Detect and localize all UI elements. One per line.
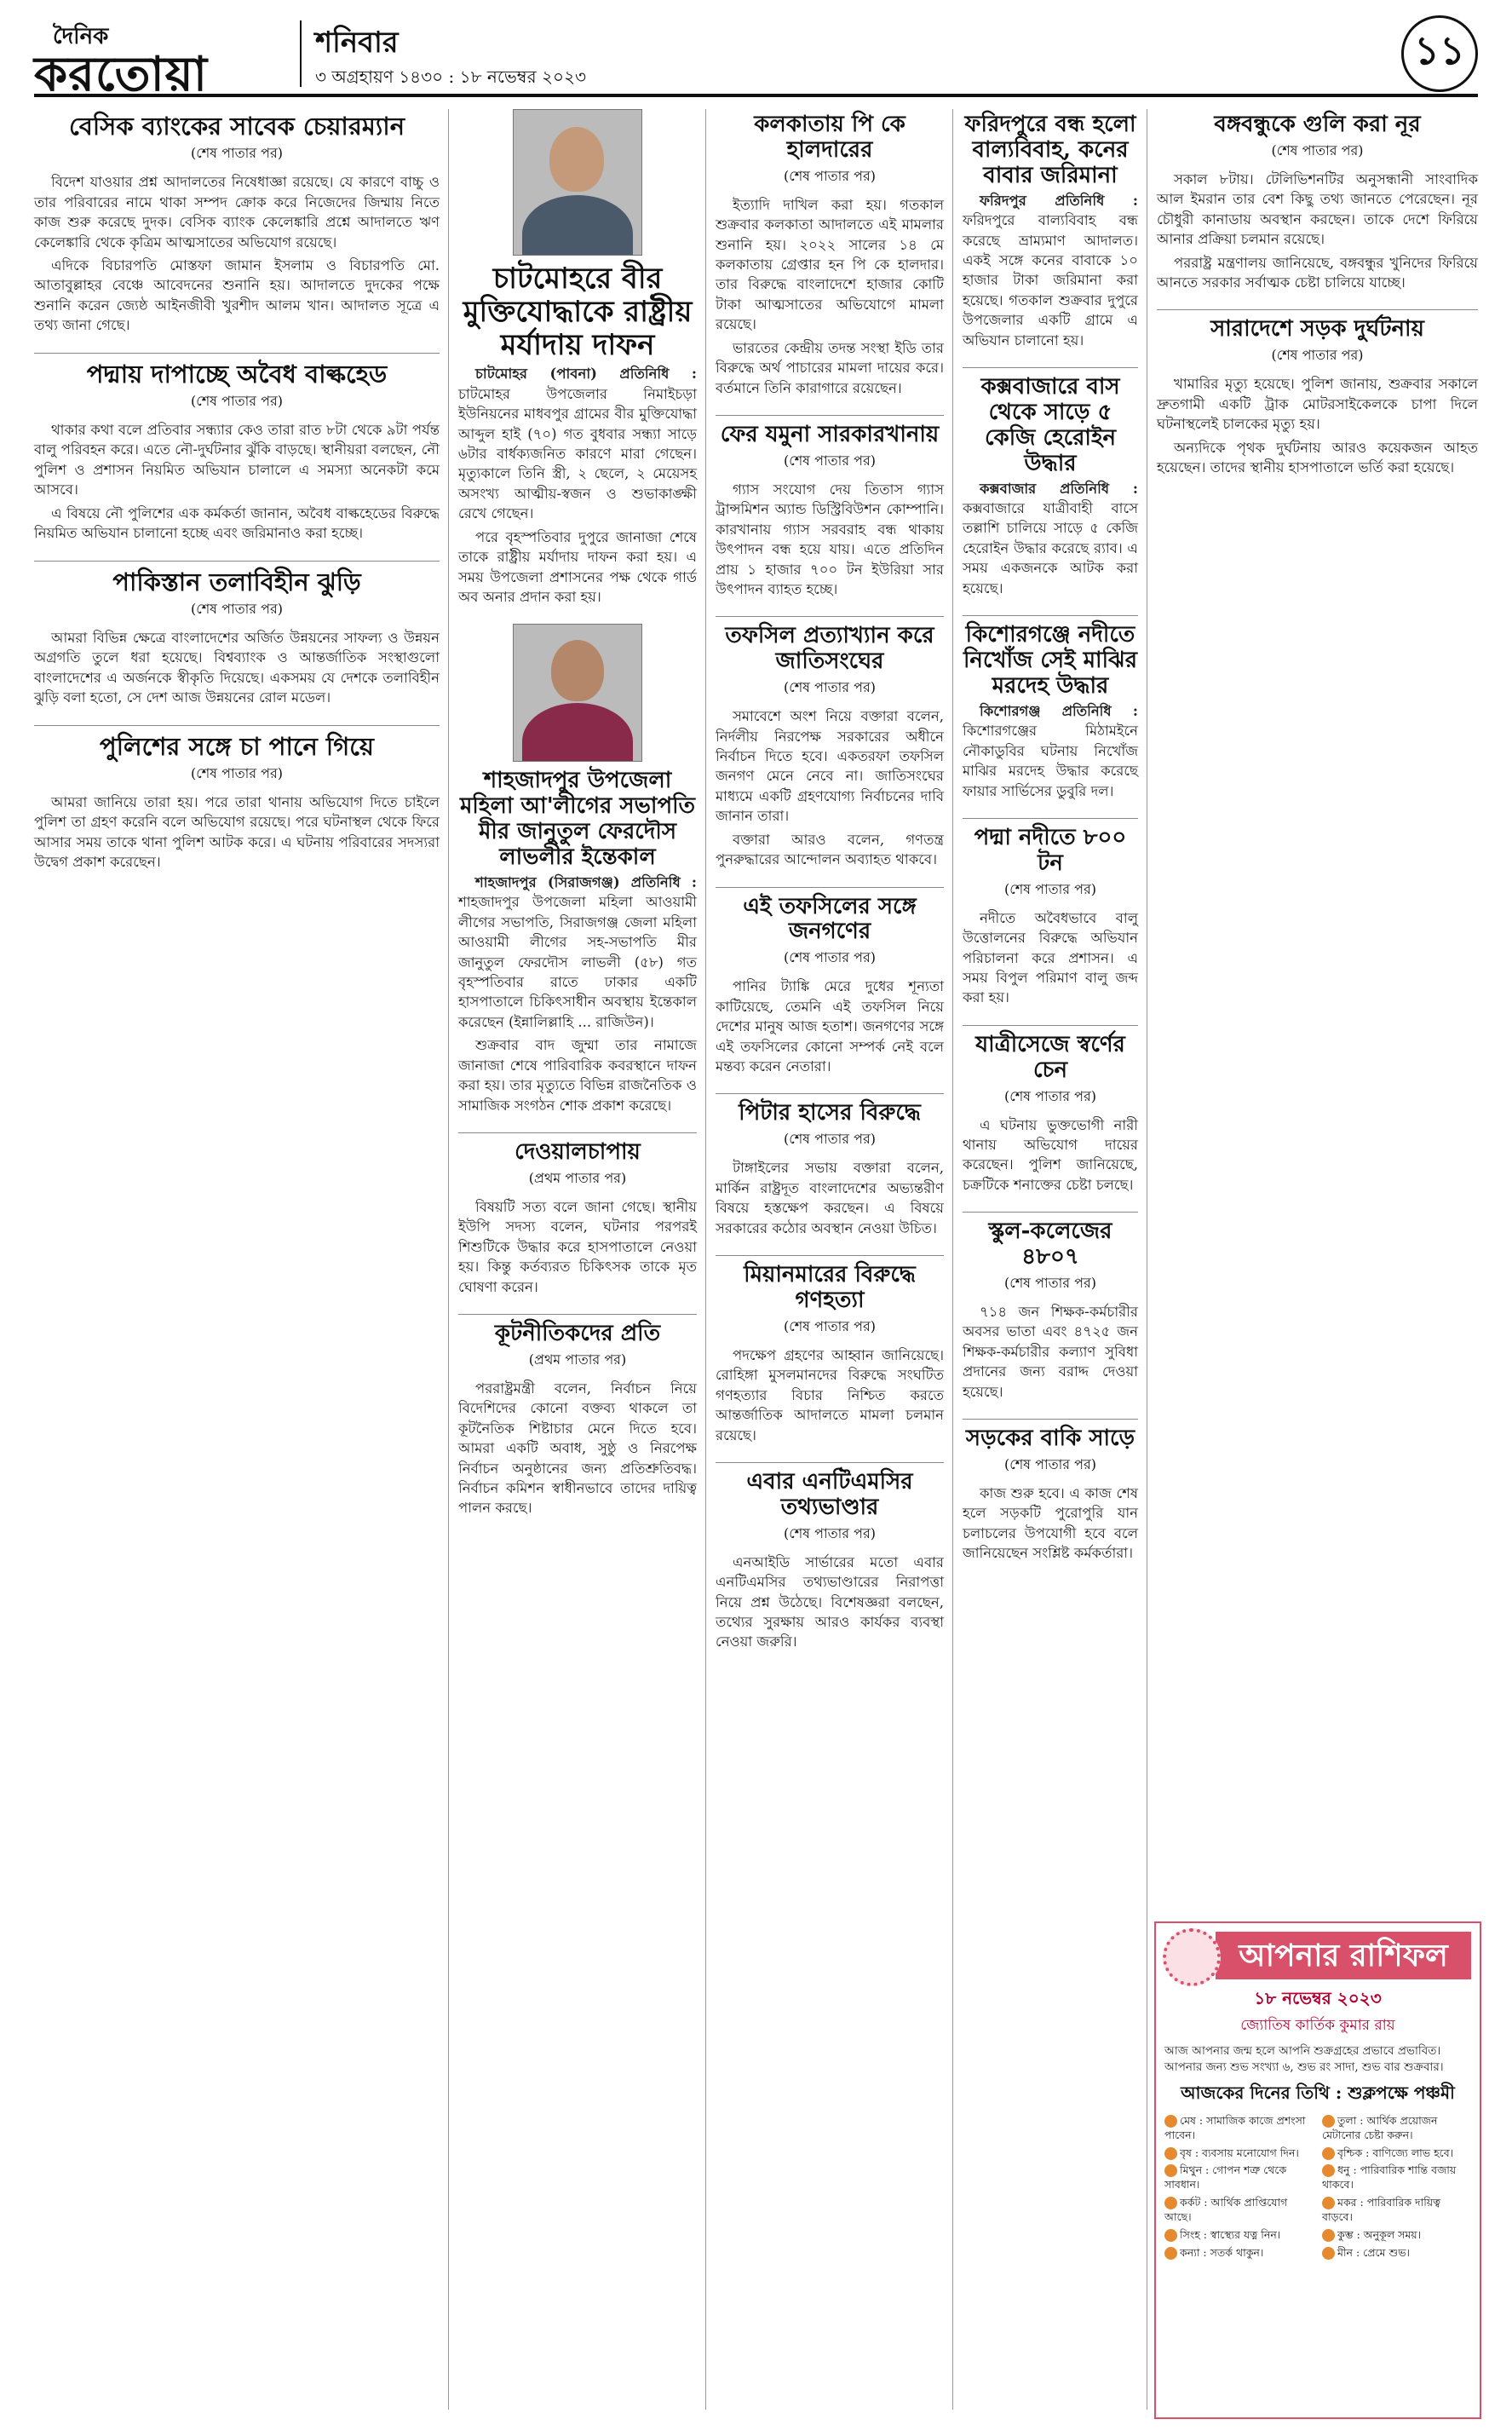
headline: দেওয়ালচাপায় — [515, 1138, 641, 1165]
divider — [963, 615, 1138, 616]
article-body — [963, 191, 1138, 350]
story-ntmc-data — [716, 1470, 944, 1652]
page-number-badge: ১১ — [1401, 15, 1478, 92]
continuation-note: (শেষ পাতার পর) — [190, 600, 284, 617]
zodiac-entry — [1322, 2228, 1471, 2243]
headline: ফের যমুনা সারকারখানায় — [720, 422, 940, 447]
logo-small: দৈনিক — [53, 24, 109, 49]
story-peter-haas — [716, 1101, 944, 1238]
headline: কলকাতায় পি কে হালদারের — [754, 112, 905, 163]
paragraph: বিষয়টি সত্য বলে জানা গেছে। স্থানীয় ইউপি সদস্য বলেন, ঘটনার পরপরই শিশুটিকে উদ্ধার করে হাসপাতালে নেওয়া হয়। কিন্তু কর্তব্যরত চিকিৎসক তাকে মৃত ঘোষণা করেন। — [458, 1198, 697, 1295]
zodiac-sign-icon — [1164, 2247, 1177, 2260]
zodiac-text: মিথুন : গোপন শত্রু থেকে সাবধান। — [1164, 2163, 1287, 2192]
horoscope-box — [1154, 1921, 1481, 2419]
zodiac-sign-icon — [1322, 2247, 1335, 2260]
article-body — [716, 976, 944, 1076]
dateline: কক্সবাজার প্রতিনিধি : — [980, 480, 1138, 497]
story-gold-chain — [963, 1033, 1138, 1195]
paragraph: ভারতের কেন্দ্রীয় তদন্ত সংস্থা ইডি তার বিরুদ্ধে অর্থ পাচারের মামলা দায়ের করে। বর্তমানে তিনি কারাগারে রয়েছেন। — [716, 339, 944, 396]
zodiac-sign-icon — [1322, 2115, 1335, 2128]
paragraph: গ্যাস সংযোগ দেয় তিতাস গ্যাস ট্রান্সমিশন অ্যান্ড ডিস্ট্রিবিউশন কোম্পানি। কারখানায় গ্যাস সরবরাহ বন্ধ থাকায় উৎপাদন বন্ধ হয়ে যায়। এতে প্রতিদিন প্রায় ১ হাজার ৭০০ টন ইউরিয়া সার উৎপাদন ব্যাহত হচ্ছে। — [716, 481, 944, 597]
story-kishoreganj-boatman — [963, 623, 1138, 801]
zodiac-text: ধনু : পারিবারিক শান্তি বজায় থাকবে। — [1322, 2163, 1457, 2192]
article-body — [716, 1552, 944, 1652]
divider — [716, 616, 944, 617]
zodiac-text: কন্যা : সতর্ক থাকুন। — [1180, 2245, 1264, 2259]
column-1 — [34, 109, 440, 890]
paragraph: টাঙ্গাইলের সভায় বক্তারা বলেন, মার্কিন রাষ্ট্রদূত বাংলাদেশের অভ্যন্তরীণ বিষয়ে হস্তক্ষেপ করছেন। এ বিষয়ে সরকারের কঠোর অবস্থান নেওয়া উচিত। — [716, 1160, 944, 1236]
paragraph: কাজ শুরু হবে। এ কাজ শেষ হলে সড়কটি পুরোপুরি যান চলাচলের উপযোগী হবে বলে জানিয়েছেন সংশ্লিষ্ট কর্মকর্তারা। — [963, 1485, 1138, 1562]
headline: সড়কের বাকি সাড়ে — [965, 1426, 1135, 1452]
continuation-note: (শেষ পাতার পর) — [1271, 141, 1364, 158]
zodiac-entry — [1322, 2163, 1471, 2192]
divider — [1157, 309, 1478, 310]
paragraph — [458, 364, 697, 523]
article-body — [1157, 170, 1478, 293]
zodiac-sign-icon — [1322, 2197, 1335, 2209]
headline: পদ্মায় দাপাচ্ছে অবৈধ বাল্কহেড — [86, 359, 388, 389]
paragraph: ইত্যাদি দাখিল করা হয়। গতকাল শুক্রবার কলকাতা আদালতে এই মামলার শুনানি হয়। ২০২২ সালের ১৪ মে কলকাতায় গ্রেপ্তার হন পি কে হালদার। তার বিরুদ্ধে বাংলাদেশে হাজার কোটি টাকা আত্মসাতের অভিযোগে মামলা রয়েছে। — [716, 196, 944, 333]
paragraph: এদিকে বিচারপতি মোস্তফা জামান ইসলাম ও বিচারপতি মো. আতাবুল্লাহর বেঞ্চে আবেদনের শুনানি হয়। আদালতে দুদকের পক্ষে শুনানি করেন জ্যেষ্ঠ আইনজীবী খুরশীদ আলম খান। আদালত সূত্রে এ তথ্য জানা গেছে। — [34, 257, 440, 334]
paragraph: বক্তারা আরও বলেন, গণতন্ত্র পুনরুদ্ধারের আন্দোলন অব্যাহত থাকবে। — [716, 831, 944, 868]
article-body — [963, 479, 1138, 599]
article-body — [963, 1302, 1138, 1402]
story-freedom-fighter-burial — [458, 262, 697, 607]
zodiac-text: মীন : প্রেমে শুভ। — [1337, 2245, 1411, 2259]
zodiac-sign-icon — [1164, 2229, 1177, 2242]
story-police-tea — [34, 733, 440, 873]
divider — [963, 1419, 1138, 1420]
headline: কিশোরগঞ্জে নদীতে নিখোঁজ সেই মাঝির মরদেহ উদ্ধার — [963, 622, 1138, 699]
article-body — [34, 628, 440, 708]
column-5 — [1157, 109, 1478, 494]
horoscope-author: জ্যোতিষ কার্তিক কুমার রায় — [1240, 2017, 1395, 2034]
headline: মিয়ানমারের বিরুদ্ধে গণহত্যা — [744, 1262, 916, 1313]
column-rule — [705, 109, 706, 2410]
paragraph-text: ফরিদপুরে বাল্যবিবাহ বন্ধ করেছে ভ্রাম্যমাণ আদালত। একই সঙ্গে কনের বাবাকে ১০ হাজার টাকা জরিমানা করা হয়েছে। গতকাল শুক্রবার দুপুরে উপজেলার একটি গ্রামে এ অভিযান চালানো হয়। — [963, 212, 1138, 349]
paragraph-text: শাহজাদপুর উপজেলা মহিলা আওয়ামী লীগের সভাপতি, সিরাজগঞ্জ জেলা মহিলা আওয়ামী লীগের সহ-সভাপতি মীর জানুতুল ফেরদৌস লাভলী (৫৮) গত বৃহস্পতিবার রাতে ঢাকার একটি হাসপাতালে চিকিৎসাধীন অবস্থায় ইন্তেকাল করেছেন (ইন্নালিল্লাহি ... রাজিউন)। — [458, 894, 697, 1030]
masthead-day: শনিবার — [315, 26, 399, 60]
article-body — [458, 1197, 697, 1297]
article-body — [458, 1379, 697, 1518]
paragraph: নদীতে অবৈধভাবে বালু উত্তোলনের বিরুদ্ধে অভিযান পরিচালনা করে প্রশাসন। এ সময় বিপুল পরিমাণ বালু জব্দ করা হয়। — [963, 909, 1138, 1006]
headline: তফসিল প্রত্যাখ্যান করে জাতিসংঘের — [725, 623, 934, 675]
paragraph: ৭১৪ জন শিক্ষক-কর্মচারীর অবসর ভাতা এবং ৪৭২৫ জন শিক্ষক-কর্মচারীর কল্যাণ সুবিধা প্রদানের জন্য বরাদ্দ দেওয়া হয়েছে। — [963, 1304, 1138, 1400]
column-3 — [716, 109, 944, 1669]
continuation-note: (প্রথম পাতার পর) — [528, 1169, 627, 1186]
paragraph: আমরা জানিয়ে তারা হয়। পরে তারা থানায় অভিযোগ দিতে চাইলে পুলিশ তা গ্রহণ করেনি বলে অভিযোগ রয়েছে। পরে ঘটনাস্থল থেকে ফিরে আসার সময় তাকে থানা পুলিশ আটক করে। এ ঘটনায় পরিবারের সদস্যরা উদ্বেগ প্রকাশ করেছেন। — [34, 793, 440, 871]
headline: ফরিদপুরে বন্ধ হলো বাল্যবিবাহ, কনের বাবার জরিমানা — [964, 112, 1136, 188]
article-body — [458, 364, 697, 607]
paragraph: শুক্রবার বাদ জুম্মা তার নামাজে জানাজা শেষে পারিবারিক কবরস্থানে দাফন করা হয়। তার মৃত্যুতে বিভিন্ন রাজনৈতিক ও সামাজিক সংগঠন শোক প্রকাশ করেছে। — [458, 1037, 697, 1114]
paragraph: এ ঘটনায় ভুক্তভোগী নারী থানায় অভিযোগ দায়ের করেছেন। পুলিশ জানিয়েছে, চক্রটিকে শনাক্তের চেষ্টা চলছে। — [963, 1116, 1138, 1193]
column-2 — [458, 109, 697, 1535]
zodiac-entry — [1164, 2146, 1314, 2161]
masthead-divider — [300, 20, 302, 87]
column-4 — [963, 109, 1138, 1581]
headline: পুলিশের সঙ্গে চা পানে গিয়ে — [100, 731, 374, 761]
paragraph: সমাবেশে অংশ নিয়ে বক্তারা বলেন, নির্দলীয় নিরপেক্ষ সরকারের অধীনে নির্বাচন দিতে হবে। একতরফা তফসিল জনগণ মেনে নেবে না। জাতিসংঘের মাধ্যমে একটি গ্রহণযোগ্য নির্বাচনের দাবি জানান তারা। — [716, 708, 944, 825]
zodiac-text: সিংহ : স্বাস্থ্যের যত্ন নিন। — [1180, 2227, 1281, 2241]
zodiac-entry — [1164, 2196, 1314, 2225]
continuation-note: (শেষ পাতার পর) — [783, 167, 877, 184]
logo-big: করতোয়া — [34, 46, 208, 102]
zodiac-entry — [1164, 2114, 1314, 2143]
article-body — [34, 172, 440, 335]
story-basic-bank — [34, 112, 440, 336]
paragraph: আমরা বিভিন্ন ক্ষেত্রে বাংলাদেশের অর্জিত উন্নয়নের সাফল্য ও উন্নয়ন অগ্রগতি তুলে ধরা হয়েছে। বিশ্বব্যাংক ও আন্তর্জাতিক সংস্থাগুলো বাংলাদেশের এ অর্জনকে স্বীকৃতি দিয়েছে। একসময় যে দেশকে তলাবিহীন ঝুড়ি বলা হতো, সে দেশ আজ উন্নয়নের রোল মডেল। — [34, 629, 440, 706]
zodiac-sign-icon — [1164, 2147, 1177, 2160]
zodiac-text: তুলা : আর্থিক প্রয়োজন মেটানোর চেষ্টা করুন। — [1322, 2113, 1438, 2141]
continuation-note: (শেষ পাতার পর) — [1003, 880, 1097, 897]
paragraph: পররাষ্ট্রমন্ত্রী বলেন, নির্বাচন নিয়ে বিদেশিদের কোনো বক্তব্য থাকলে তা কূটনৈতিক শিষ্টাচার মেনে দিতে হবে। আমরা একটি অবাধ, সুষ্ঠু ও নিরপেক্ষ নির্বাচন অনুষ্ঠানের জন্য প্রতিশ্রুতিবদ্ধ। নির্বাচন কমিশন স্বাধীনভাবে তাদের দায়িত্ব পালন করছে। — [458, 1380, 697, 1517]
continuation-note: (শেষ পাতার পর) — [783, 1131, 877, 1148]
zodiac-sign-icon — [1164, 2115, 1177, 2128]
story-school-college — [963, 1219, 1138, 1402]
zodiac-entry — [1164, 2163, 1314, 2192]
paragraph: খামারির মৃত্যু হয়েছে। পুলিশ জানায়, শুক্রবার সকালে দ্রুতগামী একটি ট্রাক মোটরসাইকেলকে চাপা দিলে ঘটনাস্থলেই চালকের মৃত্যু হয়। — [1157, 376, 1478, 433]
story-pakistan — [34, 568, 440, 708]
headline: পিটার হাসের বিরুদ্ধে — [739, 1100, 921, 1126]
paragraph: পররাষ্ট্র মন্ত্রণালয় জানিয়েছে, বঙ্গবন্ধুর খুনিদের ফিরিয়ে আনতে সরকার সর্বাত্মক চেষ্টা চালিয়ে যাচ্ছে। — [1157, 254, 1478, 291]
zodiac-text: মকর : পারিবারিক দায়িত্ব বাড়বে। — [1322, 2196, 1441, 2224]
paragraph: এনআইডি সার্ভারের মতো এবার এনটিএমসির তথ্যভাণ্ডারের নিরাপত্তা নিয়ে প্রশ্ন উঠেছে। বিশেষজ্ঞরা বলছেন, তথ্যের সুরক্ষায় আরও কার্যকর ব্যবস্থা নেওয়া জরুরি। — [716, 1553, 944, 1650]
divider — [963, 1025, 1138, 1026]
headline: এবার এনটিএমসির তথ্যভাণ্ডার — [746, 1468, 913, 1520]
headline: শাহজাদপুর উপজেলা মহিলা আ'লীগের সভাপতি মীর জানুতুল ফেরদৌস লাভলীর ইন্তেকাল — [459, 768, 696, 871]
article-body — [963, 908, 1138, 1008]
paragraph: পানির ট্যাঙ্কি মেরে দুধের শূন্যতা কাটিয়েছে, তেমনি এই তফসিল নিয়ে দেশের মানুষ আজ হতাশ। জনগণের সঙ্গে এই তফসিলের কোনো সম্পর্ক নেই বলে মন্তব্য করেন নেতারা। — [716, 978, 944, 1075]
paragraph: থাকার কথা বলে প্রতিবার সন্ধ্যার কেও তারা রাত ৮টা থেকে ৯টা পর্যন্ত বালু পরিবহন করে। এতে নৌ-দুর্ঘটনার ঝুঁকি বাড়ছে। স্থানীয়রা বলছেন, নৌ পুলিশ ও প্রশাসন নিয়মিত অভিযান চালালে এ সমস্যা অনেকটা কমে আসবে। — [34, 422, 440, 498]
paragraph: বিদেশ যাওয়ার প্রশ্ন আদালতের নিষেধাজ্ঞা রয়েছে। যে কারণে বাচ্চু ও তার পরিবারের নামে থাকা সম্পদ ক্রোক করে নিজেদের জিম্মায় নিতে কাজ শুরু করেছে দুদক। বেসিক ব্যাংক কেলেঙ্কারি প্রশ্নে আদালতে ঋণ কেলেঙ্কারি থেকে কৃত্রিম আত্মসাতের অভিযোগ রয়েছে। — [34, 174, 440, 251]
continuation-note: (শেষ পাতার পর) — [783, 1317, 877, 1334]
divider — [716, 415, 944, 416]
story-wall-collapse — [458, 1140, 697, 1297]
headline: বেসিক ব্যাংকের সাবেক চেয়ারম্যান — [68, 112, 405, 141]
story-padma-bulkhead — [34, 360, 440, 544]
story-myanmar-genocide — [716, 1263, 944, 1445]
continuation-note: (শেষ পাতার পর) — [783, 949, 877, 966]
horoscope-title: আপনার রাশিফল — [1216, 1932, 1471, 1979]
continuation-note: (শেষ পাতার পর) — [190, 145, 284, 162]
article-body — [1157, 374, 1478, 477]
portrait-photo-lovely — [513, 624, 642, 762]
headline: বঙ্গবন্ধুকে গুলি করা নূর — [1214, 112, 1421, 137]
article-body — [963, 701, 1138, 801]
divider — [34, 353, 440, 354]
story-road-accidents — [1157, 317, 1478, 477]
paragraph: এ বিষয়ে নৌ পুলিশের এক কর্মকর্তা জানান, অবৈধ বাল্কহেডের বিরুদ্ধে নিয়মিত অভিযান চালানো হচ্ছে এবং জরিমানাও করা হচ্ছে। — [34, 504, 440, 542]
story-schedule-rejected — [716, 624, 944, 869]
paragraph: অন্যদিকে পৃথক দুর্ঘটনায় আরও কয়েকজন আহত হয়েছেন। তাদের স্থানীয় হাসপাতালে ভর্তি করা হয়েছে। — [1157, 439, 1478, 475]
headline: এই তফসিলের সঙ্গে জনগণের — [743, 893, 917, 945]
zodiac-wheel-icon — [1163, 1928, 1221, 1986]
continuation-note: (শেষ পাতার পর) — [783, 452, 877, 469]
article-body — [458, 873, 697, 1115]
story-pk-halder — [716, 112, 944, 398]
story-schedule-people — [716, 895, 944, 1077]
paragraph — [458, 873, 697, 1032]
divider — [963, 367, 1138, 368]
zodiac-entry — [1322, 2196, 1471, 2225]
divider — [716, 1255, 944, 1256]
column-rule — [448, 109, 449, 2410]
dateline: চাটমোহর (পাবনা) প্রতিনিধি : — [475, 366, 697, 383]
paragraph-text: চাটমোহর উপজেলার নিমাইচড়া ইউনিয়নের মাধবপুর গ্রামের বীর মুক্তিযোদ্ধা আব্দুল হাই (৭০) গত বুধবার সন্ধ্যা সাড়ে ৬টার বার্ধক্যজনিত কারণে মারা গেছেন। মৃত্যুকালে তিনি স্ত্রী, ২ ছেলে, ২ মেয়েসহ অসংখ্য আত্মীয়-স্বজন ও শুভাকাঙ্ক্ষী রেখে গেছেন। — [458, 385, 697, 522]
zodiac-entry — [1322, 2146, 1471, 2161]
story-bangabandhu-noor — [1157, 112, 1478, 292]
dateline: ফরিদপুর প্রতিনিধি : — [980, 192, 1138, 209]
article-body — [963, 1483, 1138, 1564]
story-coxsbazar-heroin — [963, 375, 1138, 598]
zodiac-sign-icon — [1322, 2147, 1335, 2160]
paragraph — [963, 479, 1138, 599]
paragraph — [963, 191, 1138, 350]
newspaper-logo — [34, 19, 290, 102]
dateline: শাহজাদপুর (সিরাজগঞ্জ) প্রতিনিধি : — [475, 873, 697, 890]
headline: কক্সবাজারে বাস থেকে সাড়ে ৫ কেজি হেরোইন উদ্ধার — [980, 374, 1120, 476]
zodiac-sign-icon — [1164, 2164, 1177, 2177]
zodiac-entry — [1322, 2246, 1471, 2261]
story-road-remaining — [963, 1426, 1138, 1564]
paragraph: পরে বৃহস্পতিবার দুপুরে জানাজা শেষে তাকে রাষ্ট্রীয় মর্যাদায় দাফন করা হয়। এ সময় উপজেলা প্রশাসনের পক্ষ থেকে গার্ড অব অনার প্রদান করা হয়। — [458, 528, 697, 605]
continuation-note: (শেষ পাতার পর) — [1271, 347, 1364, 364]
headline: চাটমোহরে বীর মুক্তিযোদ্ধাকে রাষ্ট্রীয় মর্যাদায় দাফন — [463, 262, 693, 363]
masthead-date: ৩ অগ্রহায়ণ ১৪৩০ : ১৮ নভেম্বর ২০২৩ — [315, 66, 586, 87]
divider — [716, 887, 944, 888]
article-body — [963, 1115, 1138, 1195]
paragraph-text: কিশোরগঞ্জের মিঠামইনে নৌকাডুবির ঘটনায় নিখোঁজ মাঝির মরদেহ উদ্ধার করেছে ফায়ার সার্ভিসের ডুবুরি দল। — [963, 723, 1138, 799]
zodiac-text: বৃশ্চিক : বাণিজ্যে লাভ হবে। — [1337, 2146, 1454, 2159]
continuation-note: (শেষ পাতার পর) — [1003, 1087, 1097, 1104]
continuation-note: (শেষ পাতার পর) — [783, 1524, 877, 1541]
headline: পাকিস্তান তলাবিহীন ঝুড়ি — [112, 567, 361, 596]
headline: পদ্মা নদীতে ৮০০ টন — [974, 824, 1127, 876]
zodiac-text: মেষ : সামাজিক কাজে প্রশংসা পাবেন। — [1164, 2113, 1306, 2141]
paragraph: পদক্ষেপ গ্রহণের আহ্বান জানিয়েছে। রোহিঙ্গা মুসলমানদের বিরুদ্ধে সংঘটিত গণহত্যার বিচার নিশ্চিত করতে আন্তর্জাতিক আদালতে মামলা চলমান রয়েছে। — [716, 1346, 944, 1443]
divider — [716, 1462, 944, 1463]
headline: কূটনীতিকদের প্রতি — [494, 1320, 661, 1346]
horoscope-tithi: আজকের দিনের তিথি : শুক্লপক্ষে পঞ্চমী — [1181, 2082, 1455, 2103]
masthead — [34, 15, 1478, 102]
zodiac-entry — [1322, 2114, 1471, 2143]
portrait-photo-freedom-fighter — [513, 109, 642, 256]
divider — [34, 561, 440, 562]
article-body — [716, 480, 944, 600]
continuation-note: (শেষ পাতার পর) — [190, 764, 284, 781]
continuation-note: (শেষ পাতার পর) — [190, 393, 284, 410]
story-padma-800-ton — [963, 826, 1138, 1008]
story-diplomats — [458, 1322, 697, 1518]
continuation-note: (শেষ পাতার পর) — [1003, 1275, 1097, 1292]
divider — [458, 1132, 697, 1133]
article-body — [716, 1158, 944, 1238]
story-faridpur-child-marriage — [963, 112, 1138, 350]
zodiac-entry — [1164, 2246, 1314, 2261]
continuation-note: (শেষ পাতার পর) — [783, 679, 877, 696]
horoscope-intro: আজ আপনার জন্ম হলে আপনি শুক্রগ্রহের প্রভাবে প্রভাবিত। আপনার জন্য শুভ সংখ্যা ৬, শুভ রং সাদা, শুভ বার শুক্রবার। — [1164, 2044, 1444, 2074]
dateline: কিশোরগঞ্জ প্রতিনিধি : — [980, 702, 1138, 719]
headline: স্কুল-কলেজের ৪৮০৭ — [988, 1218, 1112, 1270]
article-body — [34, 792, 440, 873]
continuation-note: (শেষ পাতার পর) — [1003, 1456, 1097, 1473]
zodiac-entry — [1164, 2228, 1314, 2243]
zodiac-grid — [1156, 2111, 1480, 2264]
divider — [34, 725, 440, 726]
zodiac-sign-icon — [1164, 2197, 1177, 2209]
paragraph-text: কক্সবাজারে যাত্রীবাহী বাসে তল্লাশি চালিয়ে সাড়ে ৫ কেজি হেরোইন উদ্ধার করেছে র‍্যাব। এ সময় একজনকে আটক করা হয়েছে। — [963, 500, 1138, 596]
article-body — [34, 420, 440, 544]
divider — [716, 1093, 944, 1094]
article-body — [716, 195, 944, 398]
story-jamuna-fertilizer — [716, 423, 944, 599]
story-lovely-death — [458, 769, 697, 1115]
headline: যাত্রীসেজে স্বর্ণের চেন — [975, 1031, 1125, 1083]
zodiac-sign-icon — [1322, 2164, 1335, 2177]
continuation-note: (প্রথম পাতার পর) — [528, 1351, 627, 1368]
article-body — [716, 1345, 944, 1445]
column-rule — [952, 109, 953, 2410]
paragraph: সকাল ৮টায়। টেলিভিশনটির অনুসন্ধানী সাংবাদিক আল ইমরান তার বেশ কিছু তথ্য জানতে পেরেছেন। নূর চৌধুরী কানাডায় অবস্থান করছেন। তাকে দেশে ফিরিয়ে আনার প্রক্রিয়া চলমান রয়েছে। — [1157, 170, 1478, 248]
divider — [458, 1314, 697, 1315]
zodiac-text: কুম্ভ : অনুকূল সময়। — [1337, 2227, 1422, 2241]
divider — [963, 1212, 1138, 1213]
zodiac-sign-icon — [1322, 2229, 1335, 2242]
zodiac-text: বৃষ : ব্যবসায় মনোযোগ দিন। — [1180, 2146, 1299, 2159]
article-body — [716, 706, 944, 869]
horoscope-date: ১৮ নভেম্বর ২০২৩ — [1254, 1988, 1382, 2008]
paragraph — [963, 701, 1138, 801]
zodiac-text: কর্কট : আর্থিক প্রাপ্তিযোগ আছে। — [1164, 2196, 1288, 2224]
divider — [963, 818, 1138, 819]
headline: সারাদেশে সড়ক দুর্ঘটনায় — [1210, 316, 1424, 343]
